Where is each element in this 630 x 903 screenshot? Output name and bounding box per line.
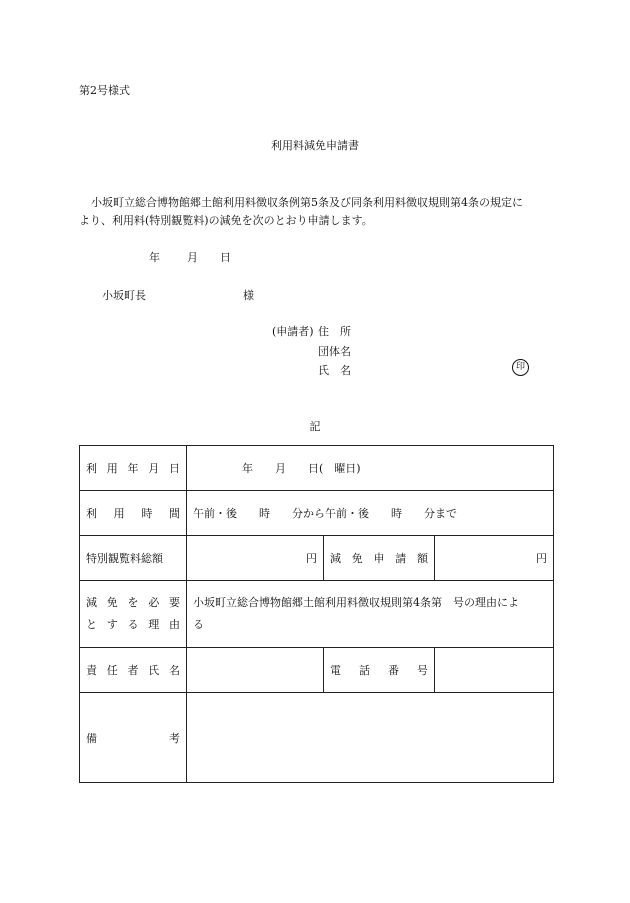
reason-text-line-1: 小坂町立総合博物館郷土館利用料徴収規則第4条第 号の理由によ (193, 596, 519, 609)
responsible-person-field[interactable] (187, 648, 324, 693)
use-date-label-cell: 利 用 年 月 日 (80, 446, 187, 491)
address-label: 住 所 (318, 325, 351, 338)
responsible-person-label-cell: 責 任 者 氏 名 (80, 648, 187, 693)
reduction-amount-label-cell: 減 免 申 請 額 (324, 536, 435, 581)
document-title: 利用料減免申請書 (271, 139, 359, 152)
remarks-label-cell: 備 考 (80, 693, 187, 783)
table-row-responsible (80, 648, 554, 693)
group-name-label: 団体名 (318, 345, 351, 358)
phone-label-cell: 電 話 番 号 (324, 648, 435, 693)
name-label: 氏 名 (318, 364, 351, 377)
table-row-reason (80, 581, 554, 648)
table-row-use-date (80, 446, 554, 491)
date-year-label: 年 (149, 251, 160, 264)
form-number: 第2号様式 (79, 84, 130, 97)
body-text-line-1: 小坂町立総合博物館郷土館利用料徴収条例第5条及び同条利用料徴収規則第4条の規定に (91, 196, 523, 209)
total-fee-label: 特別観覧料総額 (80, 536, 187, 581)
total-fee-field[interactable]: 円 (187, 536, 324, 581)
addressee: 小坂町長 (102, 289, 146, 302)
phone-field[interactable] (435, 648, 554, 693)
reason-field[interactable] (187, 581, 554, 648)
table-row-remarks (80, 693, 554, 783)
body-text-line-2: より、利用料(特別観覧料)の減免を次のとおり申請します。 (79, 214, 373, 227)
date-day-label: 日 (220, 251, 231, 264)
seal-icon: 印 (512, 359, 529, 376)
reason-text-line-2: る (193, 618, 204, 631)
use-time-label-cell: 利 用 時 間 (80, 491, 187, 536)
applicant-label: (申請者) (272, 325, 314, 338)
reason-label-cell: 減 免 を 必 要 と す る 理 由 (80, 581, 187, 648)
use-date-field[interactable]: 年 月 日( 曜日) (187, 446, 554, 491)
remarks-field[interactable] (187, 693, 554, 783)
date-month-label: 月 (187, 251, 198, 264)
reduction-amount-field[interactable]: 円 (435, 536, 554, 581)
table-row-fees (80, 536, 554, 581)
application-table (79, 445, 554, 783)
table-row-use-time (80, 491, 554, 536)
use-time-field[interactable]: 午前・後 時 分から午前・後 時 分まで (187, 491, 554, 536)
honorific: 様 (243, 289, 254, 302)
ki-heading: 記 (309, 420, 321, 433)
